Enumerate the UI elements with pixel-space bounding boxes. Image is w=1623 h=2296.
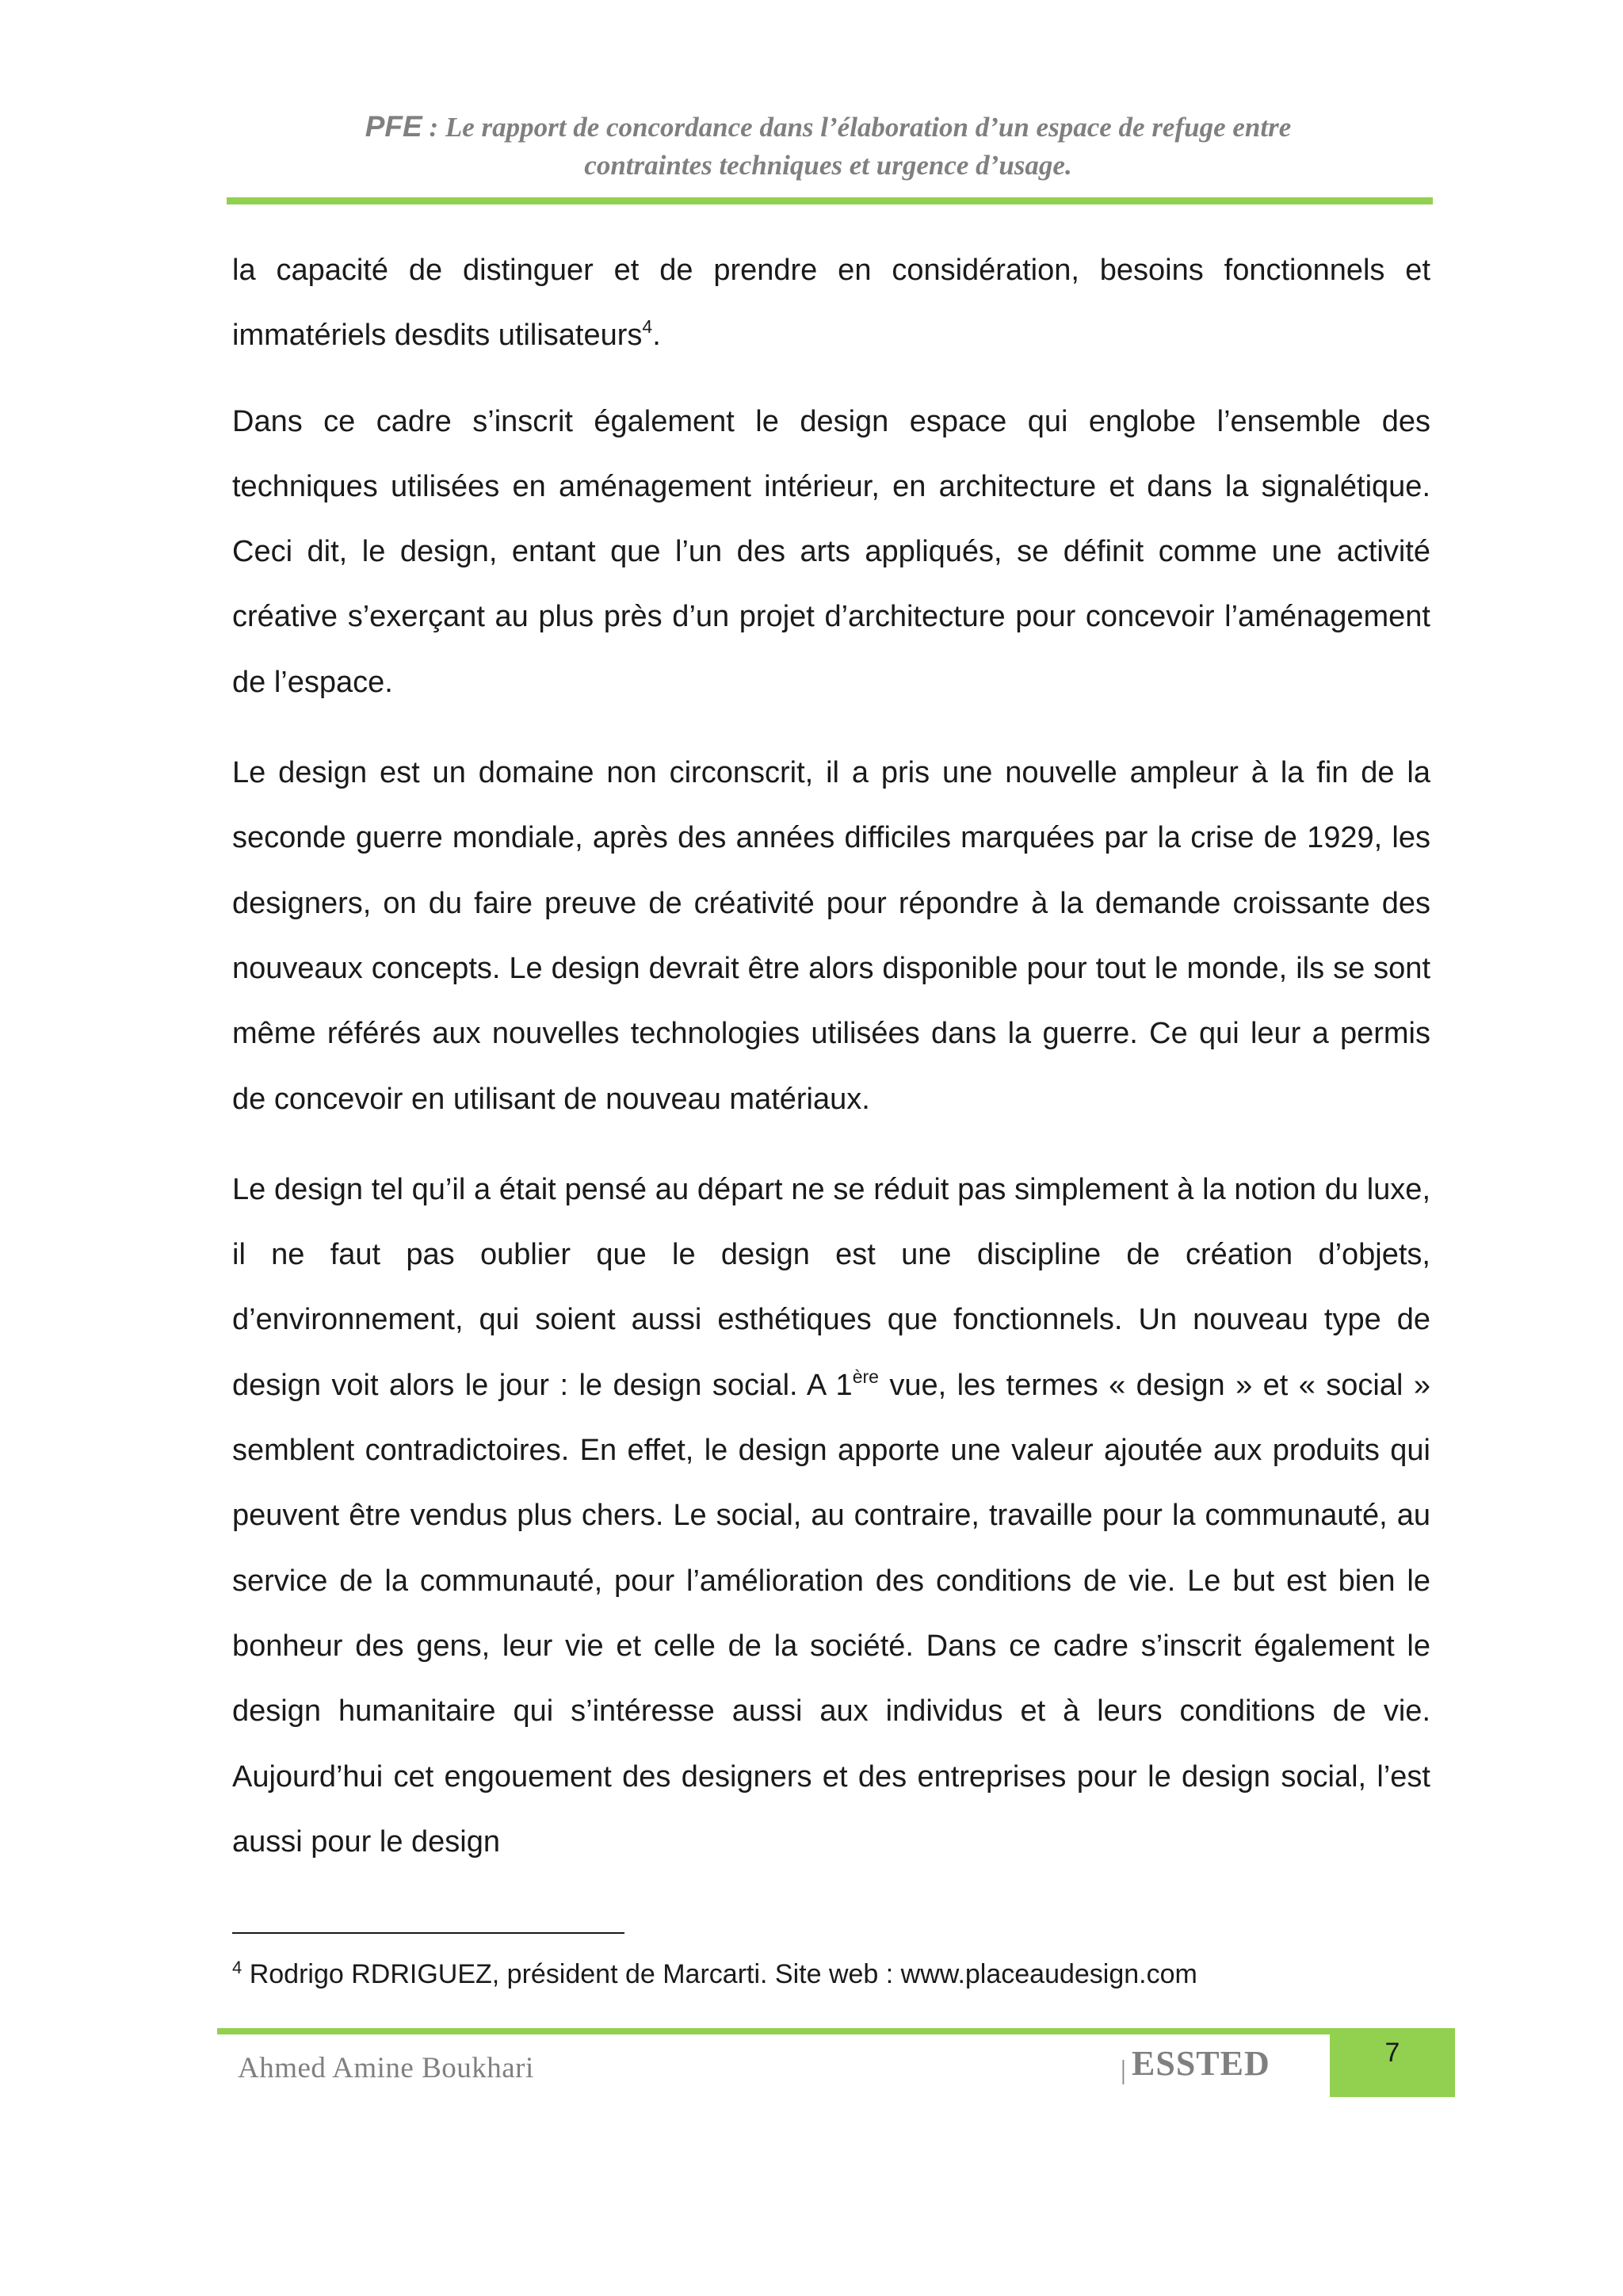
footnote-text: Rodrigo RDRIGUEZ, président de Marcarti. Site web : www.placeaudesign.com <box>242 1959 1197 1989</box>
footnote <box>232 1956 1437 1992</box>
paragraph-4-part-b: vue, les termes « design » et « social » semblent contradictoires. En effet, le design apporte une valeur ajoutée aux produits qui peuvent être vendus plus chers. Le social, au contraire, travaille pour la communauté, au service de la communauté, pour l’amélioration des conditions de vie. Le but est bien le bonheur des gens, leur vie et celle de la société. Dans ce cadre s’inscrit également le design humanitaire qui s’intéresse aussi aux individus et à leurs conditions de vie. Aujourd’hui cet engouement des designers et des entreprises pour le design social, l’est aussi pour le design <box>232 1368 1430 1859</box>
footer-rule <box>217 2028 1330 2034</box>
paragraph-1-text: la capacité de distinguer et de prendre en considération, besoins fonctionnels et immatériels desdits utilisateurs <box>232 254 1430 353</box>
footnote-number: 4 <box>232 1958 242 1977</box>
page-number-box <box>1330 2028 1455 2097</box>
paragraph-1 <box>232 238 1430 369</box>
header-line-1 <box>230 108 1426 147</box>
footer-institution: ESSTED <box>1132 2044 1270 2083</box>
header-prefix: PFE <box>365 110 422 143</box>
paragraph-1-end: . <box>652 319 661 353</box>
footer-separator: | <box>1121 2056 1126 2085</box>
ordinal-superscript: ère <box>852 1366 879 1387</box>
header-title-1: : Le rapport de concordance dans l’élaboration d’un espace de refuge entre <box>422 112 1292 143</box>
header-rule <box>227 197 1433 204</box>
paragraph-2: Dans ce cadre s’inscrit également le design espace qui englobe l’ensemble des techniques utilisées en aménagement intérieur, en architecture et dans la signalétique. Ceci dit, le design, entant que l’un des arts appliqués, se définit comme une activité créative s’exerçant au plus près d’un projet d’architecture pour concevoir l’aménagement de l’espace. <box>232 404 1430 699</box>
header-title-2: contraintes techniques et urgence d’usage. <box>584 150 1072 181</box>
paragraph-4 <box>232 1157 1430 1874</box>
paragraph-3: Le design est un domaine non circonscrit, il a pris une nouvelle ampleur à la fin de la seconde guerre mondiale, après des années difficiles marquées par la crise de 1929, les designers, on du faire preuve de créativité pour répondre à la demande croissante des nouveaux concepts. Le design devrait être alors disponible pour tout le monde, ils se sont même référés aux nouvelles technologies utilisées dans la guerre. Ce qui leur a permis de concevoir en utilisant de nouveau matériaux. <box>232 756 1430 1116</box>
body-text <box>232 238 1430 1900</box>
footnote-ref: 4 <box>642 316 653 338</box>
footnote-separator <box>232 1932 624 1934</box>
page-number: 7 <box>1384 2038 1400 2068</box>
paragraph-4-part-a: Le design tel qu’il a était pensé au départ ne se réduit pas simplement à la notion du luxe, il ne faut pas oublier que le design est une discipline de création d’objets, d’environnement, qui soient aussi esthétiques que fonctionnels. Un nouveau type de design voit alors le jour : le design social. A 1 <box>232 1172 1430 1402</box>
running-header <box>230 108 1426 185</box>
footer-author: Ahmed Amine Boukhari <box>238 2052 534 2084</box>
